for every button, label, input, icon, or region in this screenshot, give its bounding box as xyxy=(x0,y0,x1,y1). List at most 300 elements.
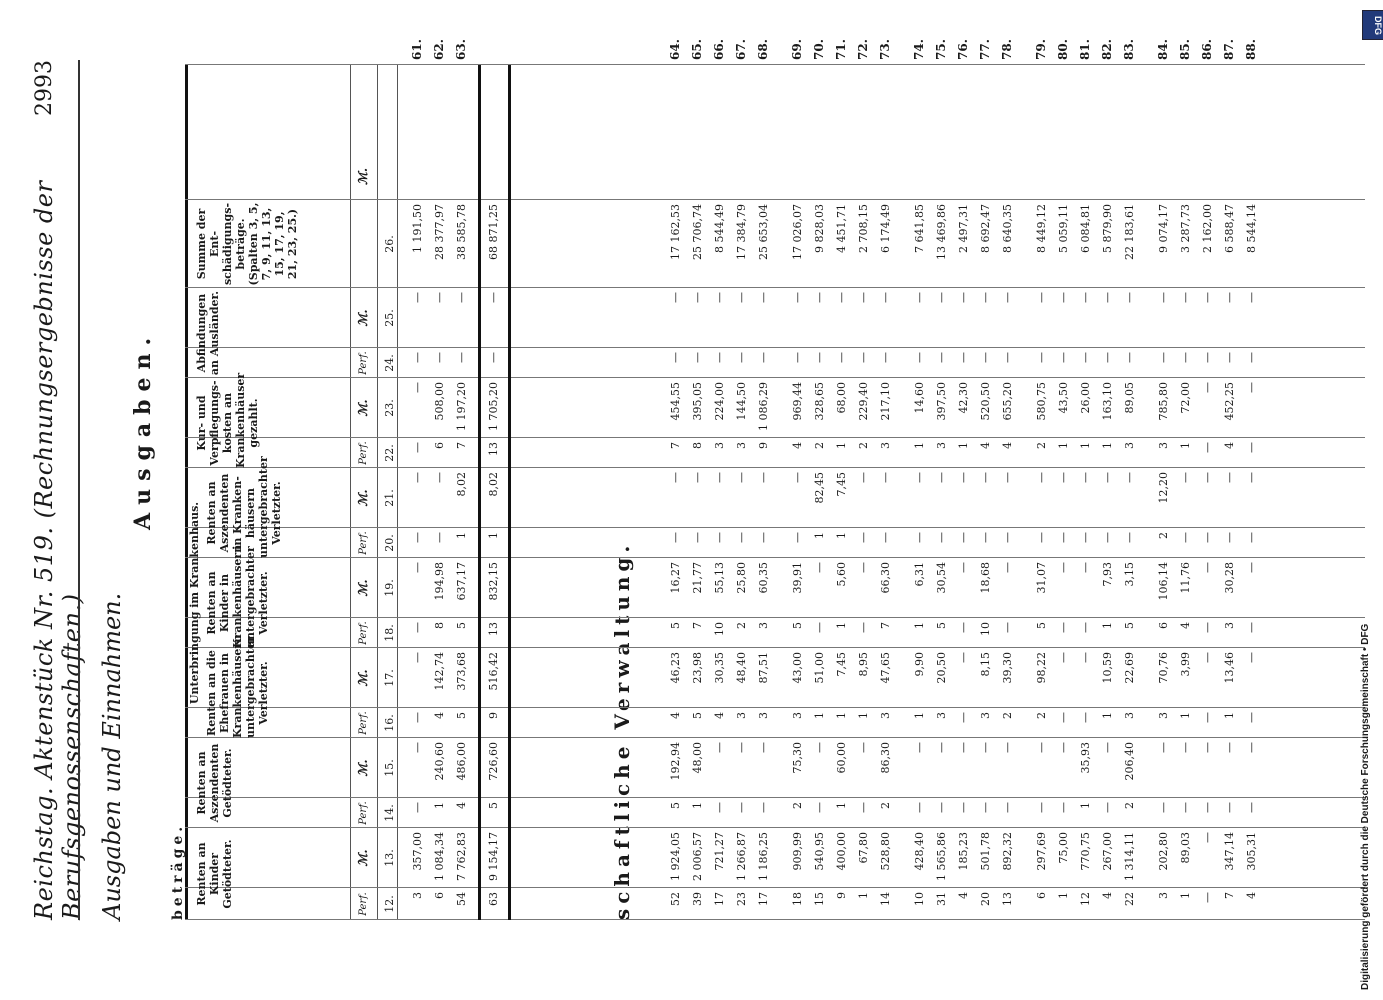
row-number: 88. xyxy=(1244,39,1258,60)
table-cell: 48,40 xyxy=(735,652,748,684)
table-cell: 4 xyxy=(791,442,804,449)
table-cell: — xyxy=(691,532,704,543)
table-cell: — xyxy=(879,352,892,363)
table-row xyxy=(1242,0,1262,1000)
table-cell: — xyxy=(1223,802,1236,813)
table-cell: — xyxy=(957,352,970,363)
table-cell: 297,69 xyxy=(1035,832,1048,871)
table-cell: 1 xyxy=(835,622,848,629)
col-number: 22. xyxy=(383,444,396,462)
table-cell: 17 xyxy=(713,892,726,906)
table-cell: 1 xyxy=(433,802,446,809)
table-cell: 192,94 xyxy=(669,742,682,781)
colnum-bottom-rule xyxy=(397,65,398,920)
table-cell: 8 544,14 xyxy=(1245,204,1258,253)
row-number: 66. xyxy=(712,39,726,60)
table-cell: 25 706,74 xyxy=(691,204,704,260)
table-cell: 3 xyxy=(1123,712,1136,719)
row-number: 82. xyxy=(1100,39,1114,60)
table-cell: 240,60 xyxy=(433,742,446,781)
table-cell: 6 174,49 xyxy=(879,204,892,253)
table-cell: 8 544,49 xyxy=(713,204,726,253)
colnum-top-rule xyxy=(377,65,378,920)
table-cell: 3 xyxy=(791,712,804,719)
table-cell: 28 377,97 xyxy=(433,204,446,260)
table-cell: 217,10 xyxy=(879,382,892,421)
table-cell: — xyxy=(1245,622,1258,633)
table-cell: 655,20 xyxy=(1001,382,1014,421)
table-cell: — xyxy=(1001,532,1014,543)
table-cell: — xyxy=(1057,742,1070,753)
table-cell: 66,30 xyxy=(879,562,892,594)
table-cell: 5 xyxy=(935,622,948,629)
table-cell: 31,07 xyxy=(1035,562,1048,594)
table-cell: 9 154,17 xyxy=(487,832,500,881)
table-cell: — xyxy=(957,532,970,543)
table-cell: 10,59 xyxy=(1101,652,1114,684)
table-cell: — xyxy=(1201,352,1214,363)
table-cell: — xyxy=(979,292,992,303)
table-cell: — xyxy=(411,652,424,663)
table-cell: 347,14 xyxy=(1223,832,1236,871)
mark-label: ℳ. xyxy=(356,489,370,507)
table-cell: 4 xyxy=(455,802,468,809)
section-rule xyxy=(508,65,511,920)
table-cell: — xyxy=(1245,352,1258,363)
table-cell: — xyxy=(757,352,770,363)
row-number: 79. xyxy=(1034,39,1048,60)
table-cell: 30,28 xyxy=(1223,562,1236,594)
table-cell: 1 xyxy=(835,442,848,449)
table-row xyxy=(1154,0,1174,1000)
table-cell: 1 xyxy=(1057,892,1070,899)
col-header: Kur- und Verpflegungs-kosten an Krankenhäuser gezahlt. xyxy=(195,372,260,468)
table-cell: 22 183,61 xyxy=(1123,204,1136,260)
table-cell: — xyxy=(1057,532,1070,543)
subtotal-rule xyxy=(478,65,481,920)
perf-label: Perf. xyxy=(358,531,369,555)
table-cell: — xyxy=(1001,562,1014,573)
table-cell: — xyxy=(979,532,992,543)
table-cell: 3 xyxy=(757,712,770,719)
table-cell: — xyxy=(487,292,500,303)
table-cell: 4 xyxy=(1245,892,1258,899)
table-cell: — xyxy=(1245,712,1258,723)
table-cell: 3 xyxy=(713,442,726,449)
table-row xyxy=(688,0,708,1000)
table-cell: 2 xyxy=(791,802,804,809)
dfg-logo: DFG xyxy=(1362,10,1383,40)
table-row xyxy=(932,0,952,1000)
table-cell: 87,51 xyxy=(757,652,770,684)
row-number: 84. xyxy=(1156,39,1170,60)
table-cell: — xyxy=(411,622,424,633)
table-cell: — xyxy=(735,802,748,813)
table-cell: — xyxy=(1057,562,1070,573)
table-cell: — xyxy=(857,562,870,573)
col-number: 13. xyxy=(383,849,396,867)
table-cell: 8 xyxy=(433,622,446,629)
table-row xyxy=(1098,0,1118,1000)
col-number: 15. xyxy=(383,759,396,777)
table-cell: 395,05 xyxy=(691,382,704,421)
row-number: 86. xyxy=(1200,39,1214,60)
table-cell: — xyxy=(1123,472,1136,483)
table-cell: 3 xyxy=(935,712,948,719)
table-cell: 9 074,17 xyxy=(1157,204,1170,253)
table-cell: — xyxy=(713,532,726,543)
table-cell: 75,00 xyxy=(1057,832,1070,864)
table-cell: 6 084,81 xyxy=(1079,204,1092,253)
table-cell: — xyxy=(1201,532,1214,543)
table-cell: 1 xyxy=(455,532,468,539)
table-cell: 4 xyxy=(1223,442,1236,449)
table-cell: — xyxy=(713,352,726,363)
table-cell: — xyxy=(813,562,826,573)
table-cell: — xyxy=(857,622,870,633)
table-cell: 1 266,87 xyxy=(735,832,748,881)
table-row xyxy=(954,0,974,1000)
table-cell: — xyxy=(957,292,970,303)
table-row xyxy=(976,0,996,1000)
table-cell: 98,22 xyxy=(1035,652,1048,684)
table-cell: — xyxy=(455,292,468,303)
row-number: 80. xyxy=(1056,39,1070,60)
table-cell: 4 451,71 xyxy=(835,204,848,253)
table-cell: 520,50 xyxy=(979,382,992,421)
table-cell: 1 191,50 xyxy=(411,204,424,253)
table-cell: — xyxy=(913,352,926,363)
table-cell: 5 xyxy=(455,622,468,629)
table-cell: — xyxy=(913,742,926,753)
table-cell: 60,00 xyxy=(835,742,848,774)
table-cell: 1 xyxy=(1101,442,1114,449)
table-cell: — xyxy=(691,352,704,363)
col-number: 25. xyxy=(383,309,396,327)
table-cell: 1 xyxy=(813,712,826,719)
table-cell: 3 xyxy=(411,892,424,899)
table-cell: 486,00 xyxy=(455,742,468,781)
table-cell: — xyxy=(735,532,748,543)
row-number: 78. xyxy=(1000,39,1014,60)
table-cell: — xyxy=(757,532,770,543)
perf-label: Perf. xyxy=(358,351,369,375)
table-cell: 3 xyxy=(735,712,748,719)
table-cell: 14 xyxy=(879,892,892,906)
table-cell: — xyxy=(411,562,424,573)
table-cell: — xyxy=(1101,352,1114,363)
col-number: 24. xyxy=(383,354,396,372)
total-row xyxy=(484,0,504,1000)
table-cell: — xyxy=(835,292,848,303)
table-cell: 1 xyxy=(1179,712,1192,719)
table-cell: 55,13 xyxy=(713,562,726,594)
table-cell: — xyxy=(1079,532,1092,543)
table-cell: — xyxy=(1179,352,1192,363)
table-cell: — xyxy=(957,712,970,723)
table-cell: — xyxy=(735,472,748,483)
table-cell: — xyxy=(1157,352,1170,363)
table-cell: — xyxy=(835,352,848,363)
table-cell: — xyxy=(433,472,446,483)
table-cell: 18,68 xyxy=(979,562,992,594)
col-number: 26. xyxy=(383,235,396,253)
table-cell: 68,00 xyxy=(835,382,848,414)
table-cell: 6 xyxy=(1035,892,1048,899)
table-cell: 3 xyxy=(1157,442,1170,449)
table-cell: — xyxy=(1035,532,1048,543)
table-cell: 1 314,11 xyxy=(1123,832,1136,881)
table-cell: 3,15 xyxy=(1123,562,1136,587)
table-cell: 30,35 xyxy=(713,652,726,684)
table-cell: — xyxy=(1245,382,1258,393)
table-cell: — xyxy=(1223,742,1236,753)
mark-label: ℳ. xyxy=(356,168,370,186)
table-cell: — xyxy=(1245,742,1258,753)
table-cell: — xyxy=(1057,472,1070,483)
table-cell: — xyxy=(935,802,948,813)
table-cell: — xyxy=(1035,352,1048,363)
table-cell: — xyxy=(1157,292,1170,303)
table-cell: — xyxy=(913,532,926,543)
table-cell: 5 xyxy=(455,712,468,719)
table-cell: 106,14 xyxy=(1157,562,1170,601)
table-cell: 89,03 xyxy=(1179,832,1192,864)
table-cell: — xyxy=(1245,652,1258,663)
table-cell: 3 xyxy=(935,442,948,449)
table-cell: 452,25 xyxy=(1223,382,1236,421)
table-cell: — xyxy=(713,802,726,813)
table-row xyxy=(1198,0,1218,1000)
table-cell: — xyxy=(857,352,870,363)
table-cell: — xyxy=(1035,802,1048,813)
table-cell: 1 xyxy=(1079,442,1092,449)
page-number: 2993 xyxy=(32,60,57,116)
mark-label: ℳ. xyxy=(356,309,370,327)
header-title: Reichstag. Aktenstück Nr. 519. (Rechnungsergebnisse der Berufsgenossenschaften.) xyxy=(30,180,86,920)
table-cell: — xyxy=(1079,712,1092,723)
table-cell: — xyxy=(1201,292,1214,303)
table-cell: 726,60 xyxy=(487,742,500,781)
table-cell: 31 xyxy=(935,892,948,906)
table-cell: — xyxy=(757,742,770,753)
table-cell: — xyxy=(433,532,446,543)
table-cell: 7 xyxy=(669,442,682,449)
table-cell: 1 084,34 xyxy=(433,832,446,881)
table-cell: 43,50 xyxy=(1057,382,1070,414)
table-cell: 17 384,79 xyxy=(735,204,748,260)
table-cell: 70,76 xyxy=(1157,652,1170,684)
table-cell: 2 497,31 xyxy=(957,204,970,253)
table-cell: 8 640,35 xyxy=(1001,204,1014,253)
col-header: Renten an Kinder in Krankenhäusern untergebrachter Verletzter. xyxy=(205,544,270,648)
table-cell: — xyxy=(1245,802,1258,813)
table-cell: — xyxy=(1157,742,1170,753)
table-cell: 1 xyxy=(835,802,848,809)
table-cell: 202,80 xyxy=(1157,832,1170,871)
table-cell: — xyxy=(913,472,926,483)
table-cell: — xyxy=(1057,292,1070,303)
table-cell: 1 xyxy=(1179,442,1192,449)
row-number: 70. xyxy=(812,39,826,60)
table-cell: — xyxy=(1079,562,1092,573)
table-cell: 8,15 xyxy=(979,652,992,677)
table-cell: — xyxy=(1201,802,1214,813)
row-number: 76. xyxy=(956,39,970,60)
table-cell: 454,55 xyxy=(669,382,682,421)
table-cell: 5,60 xyxy=(835,562,848,587)
table-cell: 17 162,53 xyxy=(669,204,682,260)
table-cell: — xyxy=(935,742,948,753)
table-cell: — xyxy=(1201,442,1214,453)
table-row xyxy=(710,0,730,1000)
table-cell: — xyxy=(1245,442,1258,453)
table-cell: — xyxy=(1101,472,1114,483)
table-cell: 20 xyxy=(979,892,992,906)
section-title: Ausgaben. xyxy=(130,329,156,530)
table-cell: 42,30 xyxy=(957,382,970,414)
table-cell: 3 xyxy=(757,622,770,629)
table-cell: — xyxy=(1001,352,1014,363)
table-cell: 8,02 xyxy=(487,472,500,497)
table-cell: 1 xyxy=(913,622,926,629)
table-cell: — xyxy=(913,292,926,303)
table-cell: 528,80 xyxy=(879,832,892,871)
table-cell: — xyxy=(935,352,948,363)
mark-label: ℳ. xyxy=(356,849,370,867)
table-cell: — xyxy=(857,472,870,483)
table-cell: 63 xyxy=(487,892,500,906)
table-cell: 9,90 xyxy=(913,652,926,677)
table-cell: 5 xyxy=(691,712,704,719)
table-cell: 4 xyxy=(979,442,992,449)
table-cell: 9 828,03 xyxy=(813,204,826,253)
table-cell: — xyxy=(935,292,948,303)
table-cell: — xyxy=(1201,622,1214,633)
table-cell: 25,80 xyxy=(735,562,748,594)
perf-label: Perf. xyxy=(358,892,369,916)
table-cell: 540,95 xyxy=(813,832,826,871)
table-cell: — xyxy=(1057,652,1070,663)
table-cell: 1 xyxy=(913,442,926,449)
table-cell: — xyxy=(691,292,704,303)
table-cell: 7,45 xyxy=(835,472,848,497)
table-cell: — xyxy=(1035,292,1048,303)
table-cell: 3 xyxy=(1157,892,1170,899)
table-cell: — xyxy=(1123,532,1136,543)
subtitle: Ausgaben und Einnahmen. xyxy=(98,592,126,920)
table-cell: 16,27 xyxy=(669,562,682,594)
table-cell: 17 026,07 xyxy=(791,204,804,260)
table-cell: — xyxy=(411,712,424,723)
table-cell: 67,80 xyxy=(857,832,870,864)
table-cell: 26,00 xyxy=(1079,382,1092,414)
table-cell: — xyxy=(1057,622,1070,633)
table-cell: 1 xyxy=(857,712,870,719)
table-cell: 5 xyxy=(1123,622,1136,629)
table-cell: 2 xyxy=(879,802,892,809)
table-cell: — xyxy=(433,292,446,303)
table-cell: 2 xyxy=(1123,802,1136,809)
row-number: 81. xyxy=(1078,39,1092,60)
table-cell: — xyxy=(1245,472,1258,483)
table-cell: — xyxy=(1101,802,1114,813)
table-cell: — xyxy=(411,802,424,813)
table-cell: — xyxy=(1101,532,1114,543)
table-cell: — xyxy=(957,472,970,483)
table-cell: — xyxy=(1001,802,1014,813)
table-cell: 516,42 xyxy=(487,652,500,691)
table-cell: — xyxy=(1101,742,1114,753)
table-cell: 1 xyxy=(1057,442,1070,449)
table-row xyxy=(854,0,874,1000)
table-cell: 1 xyxy=(835,712,848,719)
table-cell: 51,00 xyxy=(813,652,826,684)
table-cell: — xyxy=(1201,382,1214,393)
table-cell: — xyxy=(1179,292,1192,303)
table-cell: 6 xyxy=(433,892,446,899)
perf-label: Perf. xyxy=(358,621,369,645)
row-number: 72. xyxy=(856,39,870,60)
row-number: 85. xyxy=(1178,39,1192,60)
table-cell: 6,31 xyxy=(913,562,926,587)
row-number: 64. xyxy=(668,39,682,60)
table-cell: 52 xyxy=(669,892,682,906)
table-cell: — xyxy=(1035,742,1048,753)
table-cell: 909,99 xyxy=(791,832,804,871)
row-number: 73. xyxy=(878,39,892,60)
table-cell: — xyxy=(1079,292,1092,303)
table-cell: — xyxy=(879,472,892,483)
table-cell: 892,32 xyxy=(1001,832,1014,871)
table-cell: 267,00 xyxy=(1101,832,1114,871)
table-cell: — xyxy=(1245,532,1258,543)
table-cell: — xyxy=(1223,352,1236,363)
table-cell: 82,45 xyxy=(813,472,826,504)
table-cell: — xyxy=(1179,742,1192,753)
table-cell: 12,20 xyxy=(1157,472,1170,504)
table-cell: 18 xyxy=(791,892,804,906)
col-number: 19. xyxy=(383,579,396,597)
table-cell: 5 879,90 xyxy=(1101,204,1114,253)
table-cell: 185,23 xyxy=(957,832,970,871)
table-cell: — xyxy=(813,742,826,753)
table-cell: 17 xyxy=(757,892,770,906)
table-cell: 20,50 xyxy=(935,652,948,684)
table-cell: 3 xyxy=(735,442,748,449)
table-cell: — xyxy=(813,802,826,813)
table-cell: 4 xyxy=(1179,622,1192,629)
table-cell: — xyxy=(813,622,826,633)
col-header: Renten an Aszendenten Getödteter. xyxy=(195,743,234,823)
row-number: 77. xyxy=(978,39,992,60)
table-cell: 785,80 xyxy=(1157,382,1170,421)
table-cell: — xyxy=(1179,472,1192,483)
table-cell: 832,15 xyxy=(487,562,500,601)
table-cell: 5 xyxy=(669,622,682,629)
row-number: 67. xyxy=(734,39,748,60)
table-cell: 328,65 xyxy=(813,382,826,421)
row-number: 63. xyxy=(454,39,468,60)
table-cell: 1 705,20 xyxy=(487,382,500,431)
table-cell: — xyxy=(1079,352,1092,363)
table-cell: — xyxy=(879,532,892,543)
table-row xyxy=(1032,0,1052,1000)
table-cell: 1 086,29 xyxy=(757,382,770,431)
mark-label: ℳ. xyxy=(356,669,370,687)
row-number: 62. xyxy=(432,39,446,60)
table-cell: 9 xyxy=(835,892,848,899)
